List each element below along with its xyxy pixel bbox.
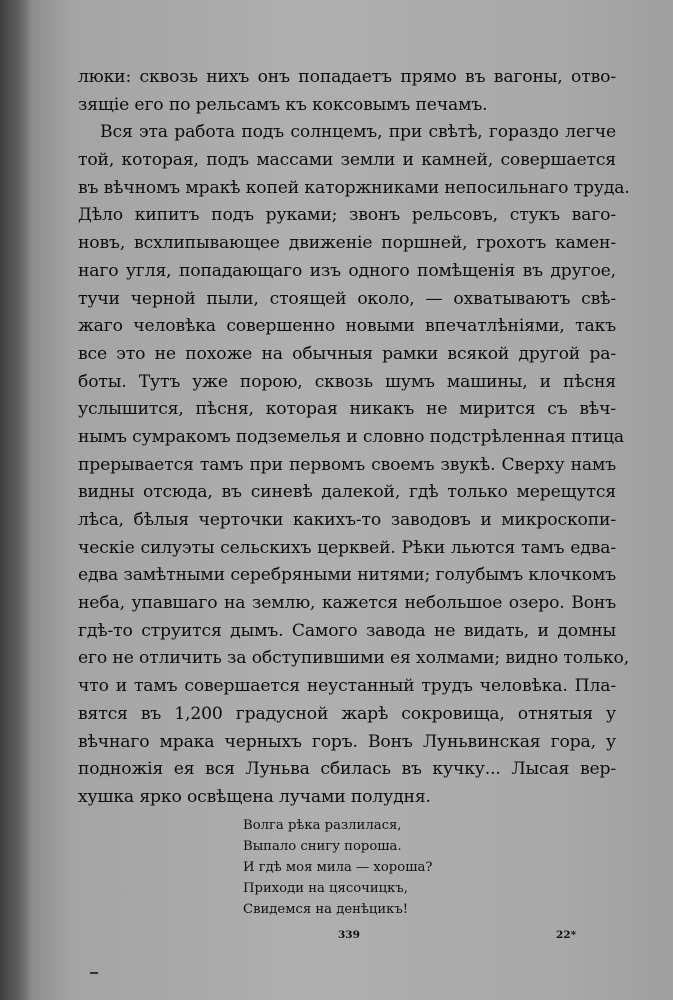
text-line: услышится, пѣсня, которая никакъ не мирится съ вѣч-: [78, 399, 616, 420]
text-line: видны отсюда, въ синевѣ далекой, гдѣ только мерещутся: [78, 482, 616, 503]
poem-line: Волга рѣка разлилася,: [243, 818, 402, 833]
text-line: жаго человѣка совершенно новыми впечатлѣніями, такъ: [78, 316, 616, 337]
text-line: Вся эта работа подъ солнцемъ, при свѣтѣ, гораздо легче: [100, 122, 616, 143]
text-line: все это не похоже на обычныя рамки всякой другой ра-: [78, 343, 616, 364]
signature-mark: 22*: [556, 929, 577, 941]
poem-line: И гдѣ моя мила — хороша?: [243, 860, 433, 875]
margin-mark: [90, 972, 98, 974]
text-line: лѣса, бѣлыя черточки какихъ-то заводовъ и микроскопи-: [78, 510, 616, 530]
text-line: едва замѣтными серебряными нитями; голубымъ клочкомъ: [78, 565, 616, 586]
text-line: нымъ сумракомъ подземелья и словно подстрѣленная птица: [78, 426, 624, 447]
text-line: зящіе его по рельсамъ къ коксовымъ печамъ.: [78, 94, 488, 115]
text-line: тучи черной пыли, стоящей около, — охватываютъ свѣ-: [78, 288, 616, 309]
text-line: неба, упавшаго на землю, кажется небольшое озеро. Вонъ: [78, 593, 616, 614]
page-number: 339: [338, 929, 360, 941]
text-line: вятся въ 1,200 градусной жарѣ сокровища, отнятыя у: [78, 703, 616, 724]
body-text: [78, 64, 630, 812]
text-line: въ вѣчномъ мракѣ копей каторжниками непосильнаго труда.: [78, 177, 630, 198]
text-line: ческіе силуэты сельскихъ церквей. Рѣки льются тамъ едва-: [78, 537, 616, 558]
text-line: прерывается тамъ при первомъ своемъ звукѣ. Сверху намъ: [78, 454, 616, 475]
page-gutter-shadow: [0, 0, 30, 1000]
poem-line: Приходи на цясочицкъ,: [243, 881, 408, 896]
text-line: его не отличить за обступившими ея холмами; видно только,: [78, 648, 630, 669]
text-line: хушка ярко освѣщена лучами полудня.: [78, 786, 431, 807]
text-line: новъ, всхлипывающее движеніе поршней, грохотъ камен-: [78, 233, 616, 254]
poem-line: Выпало снигу пороша.: [243, 839, 402, 854]
text-line: боты. Тутъ уже порою, сквозь шумъ машины, и пѣсня: [78, 371, 616, 392]
poem-verse: [243, 815, 432, 920]
text-line: той, которая, подъ массами земли и камней, совершается: [78, 150, 616, 171]
poem-line: Свидемся на денѣцикъ!: [243, 902, 409, 917]
text-line: что и тамъ совершается неустанный трудъ человѣка. Пла-: [78, 676, 616, 697]
text-line: подножія ея вся Луньва сбилась въ кучку... Лысая вер-: [78, 759, 616, 780]
text-line: вѣчнаго мрака черныхъ горъ. Вонъ Луньвинская гора, у: [78, 731, 616, 752]
text-line: Дѣло кипитъ подъ руками; звонъ рельсовъ, стукъ ваго-: [78, 205, 616, 226]
text-line: наго угля, попадающаго изъ одного помѣщенія въ другое,: [78, 260, 616, 281]
text-line: люки: сквозь нихъ онъ попадаетъ прямо въ вагоны, отво-: [78, 67, 616, 87]
text-line: гдѣ-то струится дымъ. Самого завода не видать, и домны: [78, 620, 616, 641]
